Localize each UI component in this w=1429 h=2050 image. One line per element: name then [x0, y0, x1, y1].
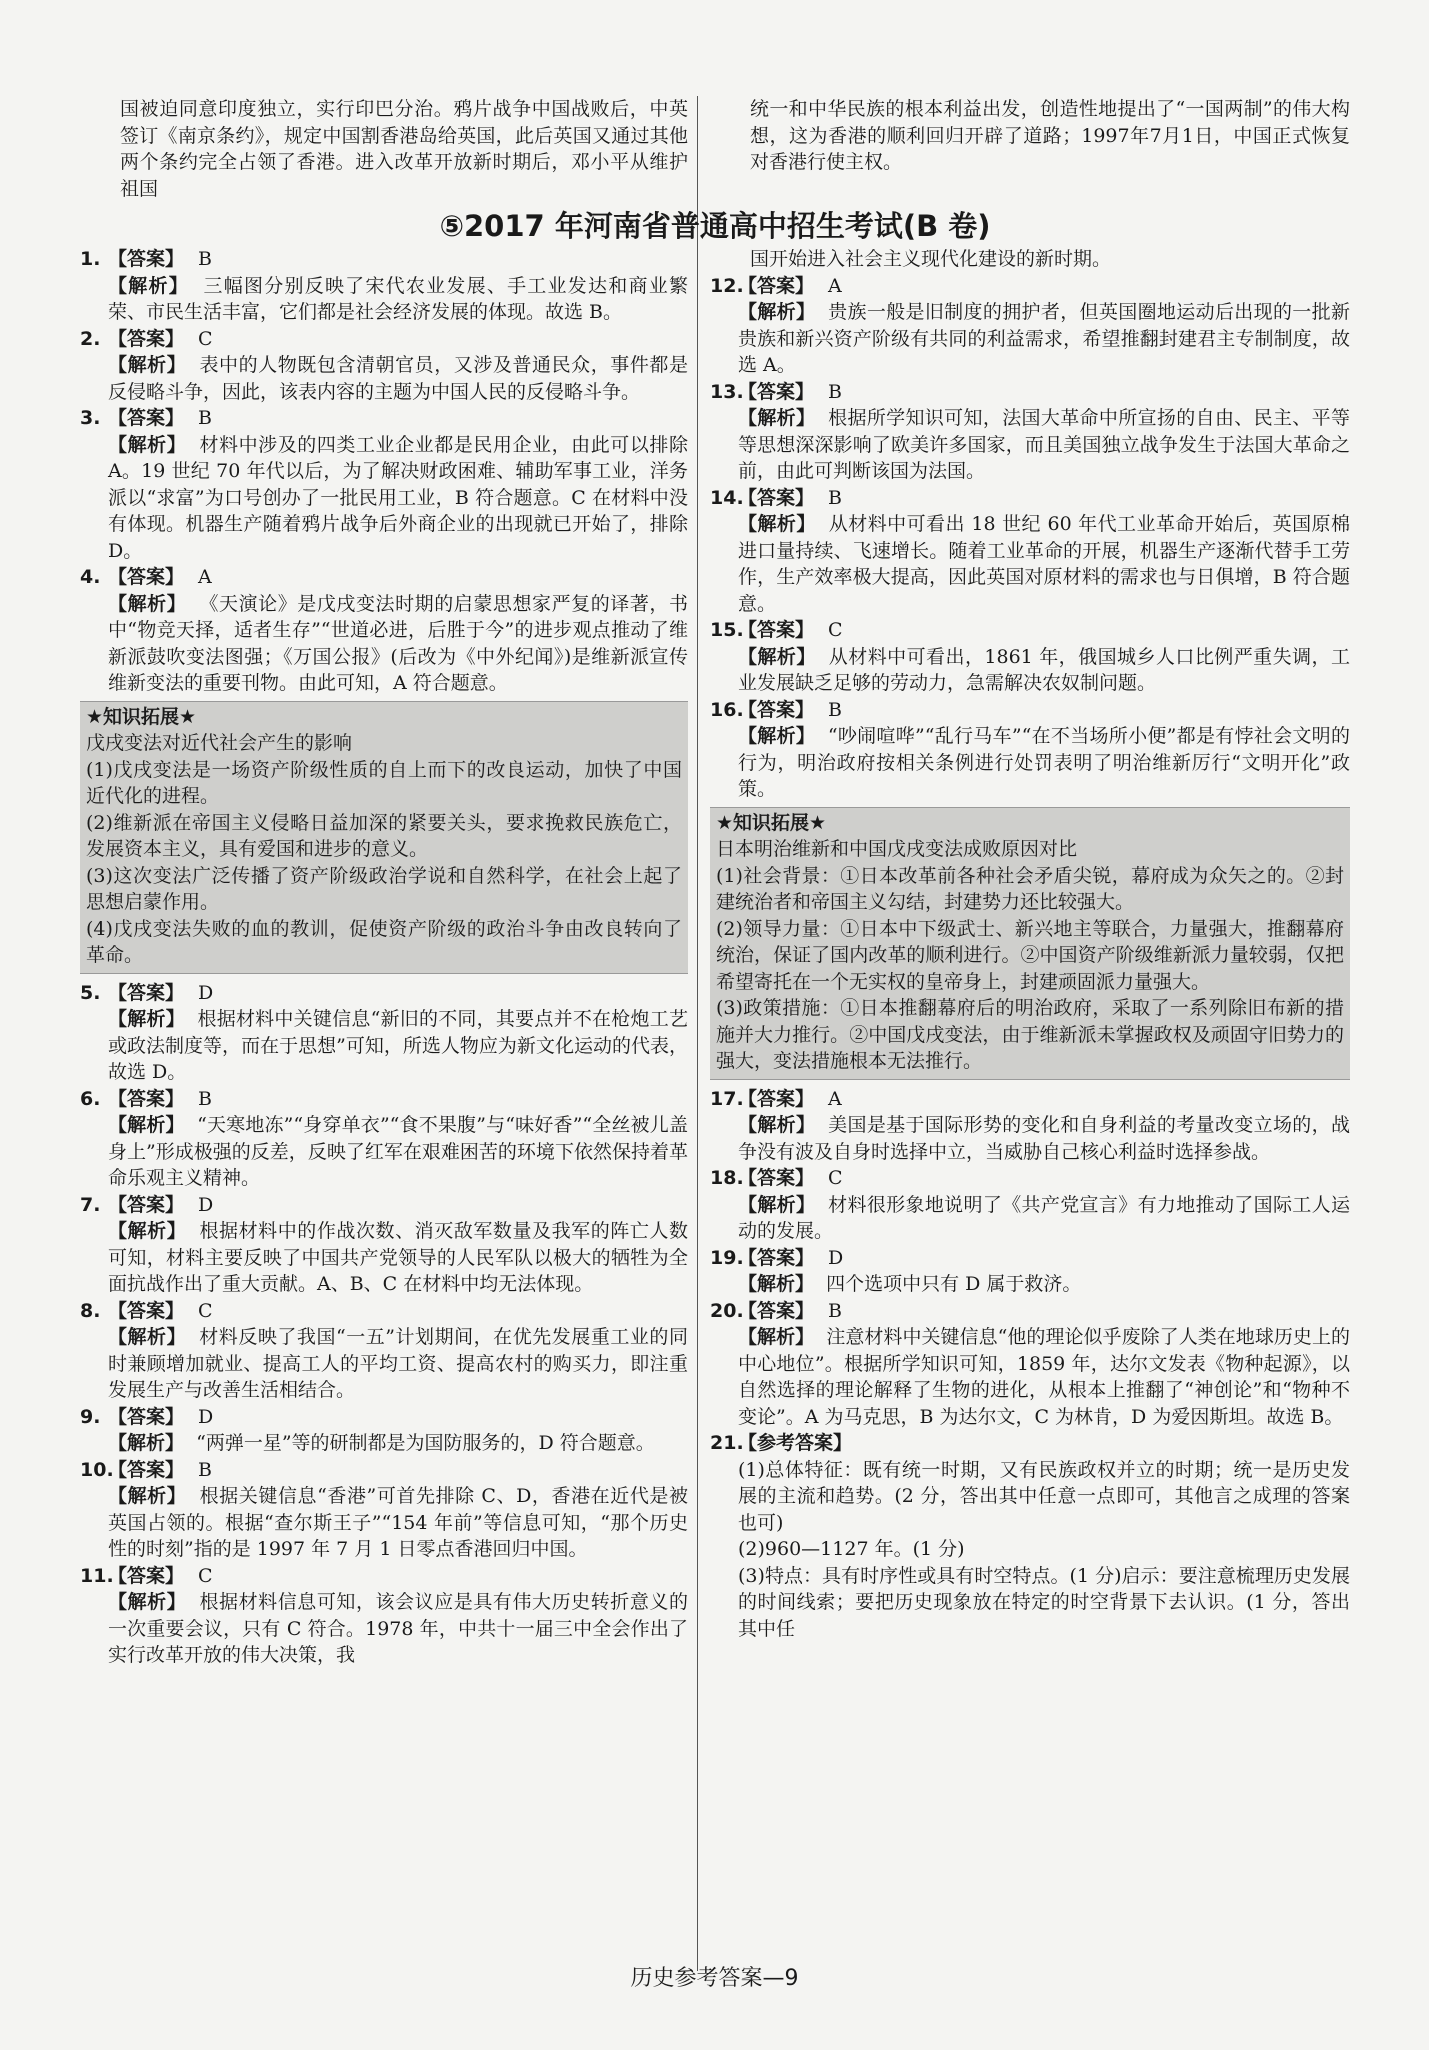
question-14: 14.【答案】 B 【解析】 从材料中可看出 18 世纪 60 年代工业革命开始后，英国原棉进口量持续、飞速增长。随着工业革命的开展，机器生产逐渐代替手工劳作，生产效率极大提高，因此英国对原材料的需求也与日俱增，B 符合题意。: [710, 486, 1350, 615]
page-footer: 历史参考答案—9: [630, 1966, 799, 1991]
question-10: 10.【答案】 B 【解析】 根据关键信息“香港”可首先排除 C、D，香港在近代是被英国占领的。根据“查尔斯王子”“154 年前”等信息可知，“那个历史性的时刻”指的是 1997 年 7 月 1 日零点香港回归中国。: [80, 1458, 688, 1560]
question-7: 7. 【答案】 D 【解析】 根据材料中的作战次数、消灭敌军数量及我军的阵亡人数可知，材料主要反映了中国共产党领导的人民军队以极大的牺牲为全面抗战作出了重大贡献。A、B、C 在材料中均无法体现。: [80, 1193, 688, 1295]
question-15: 15.【答案】 C 【解析】 从材料中可看出，1861 年，俄国城乡人口比例严重失调，工业发展缺乏足够的劳动力，急需解决农奴制问题。: [710, 619, 1350, 694]
question-16: 16.【答案】 B 【解析】 “吵闹喧哗”“乱行马车”“在不当场所小便”都是有悖社会文明的行为，明治政府按相关条例进行处罚表明了明治维新厉行“文明开化”政策。: [710, 698, 1350, 800]
exam-title: ⑤2017 年河南省普通高中招生考试(B 卷): [439, 209, 991, 243]
left-continuation: 国被迫同意印度独立，实行印巴分治。鸦片战争中国战败后，中英签订《南京条约》，规定中国割香港岛给英国，此后英国又通过其他两个条约完全占领了香港。进入改革开放新时期后，邓小平从维护祖国: [120, 98, 688, 200]
question-17: 17.【答案】 A 【解析】 美国是基于国际形势的变化和自身利益的考量改变立场的，战争没有波及自身时选择中立，当威胁自己核心利益时选择参战。: [710, 1087, 1350, 1163]
question-4: 4. 【答案】 A 【解析】 《天演论》是戊戌变法时期的启蒙思想家严复的译著，书中“物竞天择，适者生存”“世道必进，后胜于今”的进步观点推动了维新派鼓吹变法图强；《万国公报》(后改为《中外纪闻》)是维新派宣传维新变法的重要刊物。由此可知，A 符合题意。: [80, 566, 688, 694]
question-19: 19.【答案】 D 【解析】 四个选项中只有 D 属于救济。: [710, 1246, 1082, 1295]
question-2: 2. 【答案】 C 【解析】 表中的人物既包含清朝官员，又涉及普通民众，事件都是反侵略斗争，因此，该表内容的主题为中国人民的反侵略斗争。: [80, 327, 688, 403]
question-9: 9. 【答案】 D 【解析】 “两弹一星”等的研制都是为国防服务的，D 符合题意。: [80, 1405, 655, 1454]
left-questions: [80, 246, 688, 1669]
knowledge-box-left: ★知识拓展★ 戊戌变法对近代社会产生的影响 (1)戊戌变法是一场资产阶级性质的自上而下的改良运动，加快了中国近代化的进程。 (2)维新派在帝国主义侵略日益加深的紧要关头，要求挽救民族危亡，发展资本主义，具有爱国和进步的意义。 (3)这次变法广泛传播了资产阶级政治学说和自然科学，在社会上起了思想启蒙作用。 (4)戊戌变法失败的血的教训，促使资产阶级的政治斗争由改良转向了革命。: [80, 701, 688, 974]
right-continuation: 统一和中华民族的根本利益出发，创造性地提出了“一国两制”的伟大构想，这为香港的顺利回归开辟了道路；1997年7月1日，中国正式恢复对香港行使主权。: [750, 98, 1350, 173]
question-8: 8. 【答案】 C 【解析】 材料反映了我国“一五”计划期间，在优先发展重工业的同时兼顾增加就业、提高工人的平均工资、提高农村的购买力，即注重发展生产与改善生活相结合。: [80, 1299, 688, 1401]
right-cont-11: 国开始进入社会主义现代化建设的新时期。: [750, 248, 1112, 270]
right-questions: [710, 246, 1350, 1642]
right-top: [710, 96, 1350, 176]
question-1: 1. 【答案】 B 【解析】 三幅图分别反映了宋代农业发展、手工业发达和商业繁荣、市民生活丰富，它们都是社会经济发展的体现。故选 B。: [80, 248, 688, 323]
column-divider: [697, 96, 698, 1971]
question-13: 13.【答案】 B 【解析】 根据所学知识可知，法国大革命中所宣扬的自由、民主、平等等思想深深影响了欧美许多国家，而且美国独立战争发生于法国大革命之前，由此可判断该国为法国。: [710, 380, 1350, 482]
knowledge-box-right: ★知识拓展★ 日本明治维新和中国戊戌变法成败原因对比 (1)社会背景：①日本改革前各种社会矛盾尖锐，幕府成为众矢之的。②封建统治者和帝国主义勾结，封建势力还比较强大。 (2)领导力量：①日本中下级武士、新兴地主等联合，力量强大，推翻幕府统治，保证了国内改革的顺利进行。②中国资产阶级维新派力量较弱，仅把希望寄托在一个无实权的皇帝身上，封建顽固派力量强大。 (3)政策措施：①日本推翻幕府后的明治政府，采取了一系列除旧布新的措施并大力推行。②中国戊戌变法，由于维新派未掌握政权及顽固守旧势力的强大，变法措施根本无法推行。: [710, 807, 1350, 1080]
left-column: [80, 96, 688, 202]
question-20: 20.【答案】 B 【解析】 注意材料中关键信息“他的理论似乎废除了人类在地球历史上的中心地位”。根据所学知识可知，1859 年，达尔文发表《物种起源》，以自然选择的理论解释了生物的进化，从根本上推翻了“神创论”和“物种不变论”。A 为马克思，B 为达尔文，C 为林肯，D 为爱因斯坦。故选 B。: [710, 1299, 1350, 1428]
question-5: 5. 【答案】 D 【解析】 根据材料中关键信息“新旧的不同，其要点并不在枪炮工艺或政法制度等，而在于思想”可知，所选人物应为新文化运动的代表，故选 D。: [80, 981, 688, 1083]
question-6: 6. 【答案】 B 【解析】 “天寒地冻”“身穿单衣”“食不果腹”与“味好香”“全丝被儿盖身上”形成极强的反差，反映了红军在艰难困苦的环境下依然保持着革命乐观主义精神。: [80, 1087, 688, 1189]
question-21: 21.【参考答案】 (1)总体特征：既有统一时期，又有民族政权并立的时期；统一是历史发展的主流和趋势。(2 分，答出其中任意一点即可，其他言之成理的答案也可) (2)960—1127 年。(1 分) (3)特点：具有时序性或具有时空特点。(1 分)启示：要注意梳理历史发展的时间线索；要把历史现象放在特定的时空背景下去认识。(1 分，答出其中任: [710, 1432, 1350, 1640]
question-12: 12.【答案】 A 【解析】 贵族一般是旧制度的拥护者，但英国圈地运动后出现的一批新贵族和新兴资产阶级有共同的利益需求，希望推翻封建君主专制制度，故选 A。: [710, 274, 1350, 376]
question-3: 3. 【答案】 B 【解析】 材料中涉及的四类工业企业都是民用企业，由此可以排除 A。19 世纪 70 年代以后，为了解决财政困难、辅助军事工业，洋务派以“求富”为口号创办了一批民用工业，B 符合题意。C 在材料中没有体现。机器生产随着鸦片战争后外商企业的出现就已开始了，排除 D。: [80, 407, 688, 562]
question-18: 18.【答案】 C 【解析】 材料很形象地说明了《共产党宣言》有力地推动了国际工人运动的发展。: [710, 1167, 1350, 1242]
question-11: 11.【答案】 C 【解析】 根据材料信息可知，该会议应是具有伟大历史转折意义的一次重要会议，只有 C 符合。1978 年，中共十一届三中全会作出了实行改革开放的伟大决策，我: [80, 1564, 688, 1666]
